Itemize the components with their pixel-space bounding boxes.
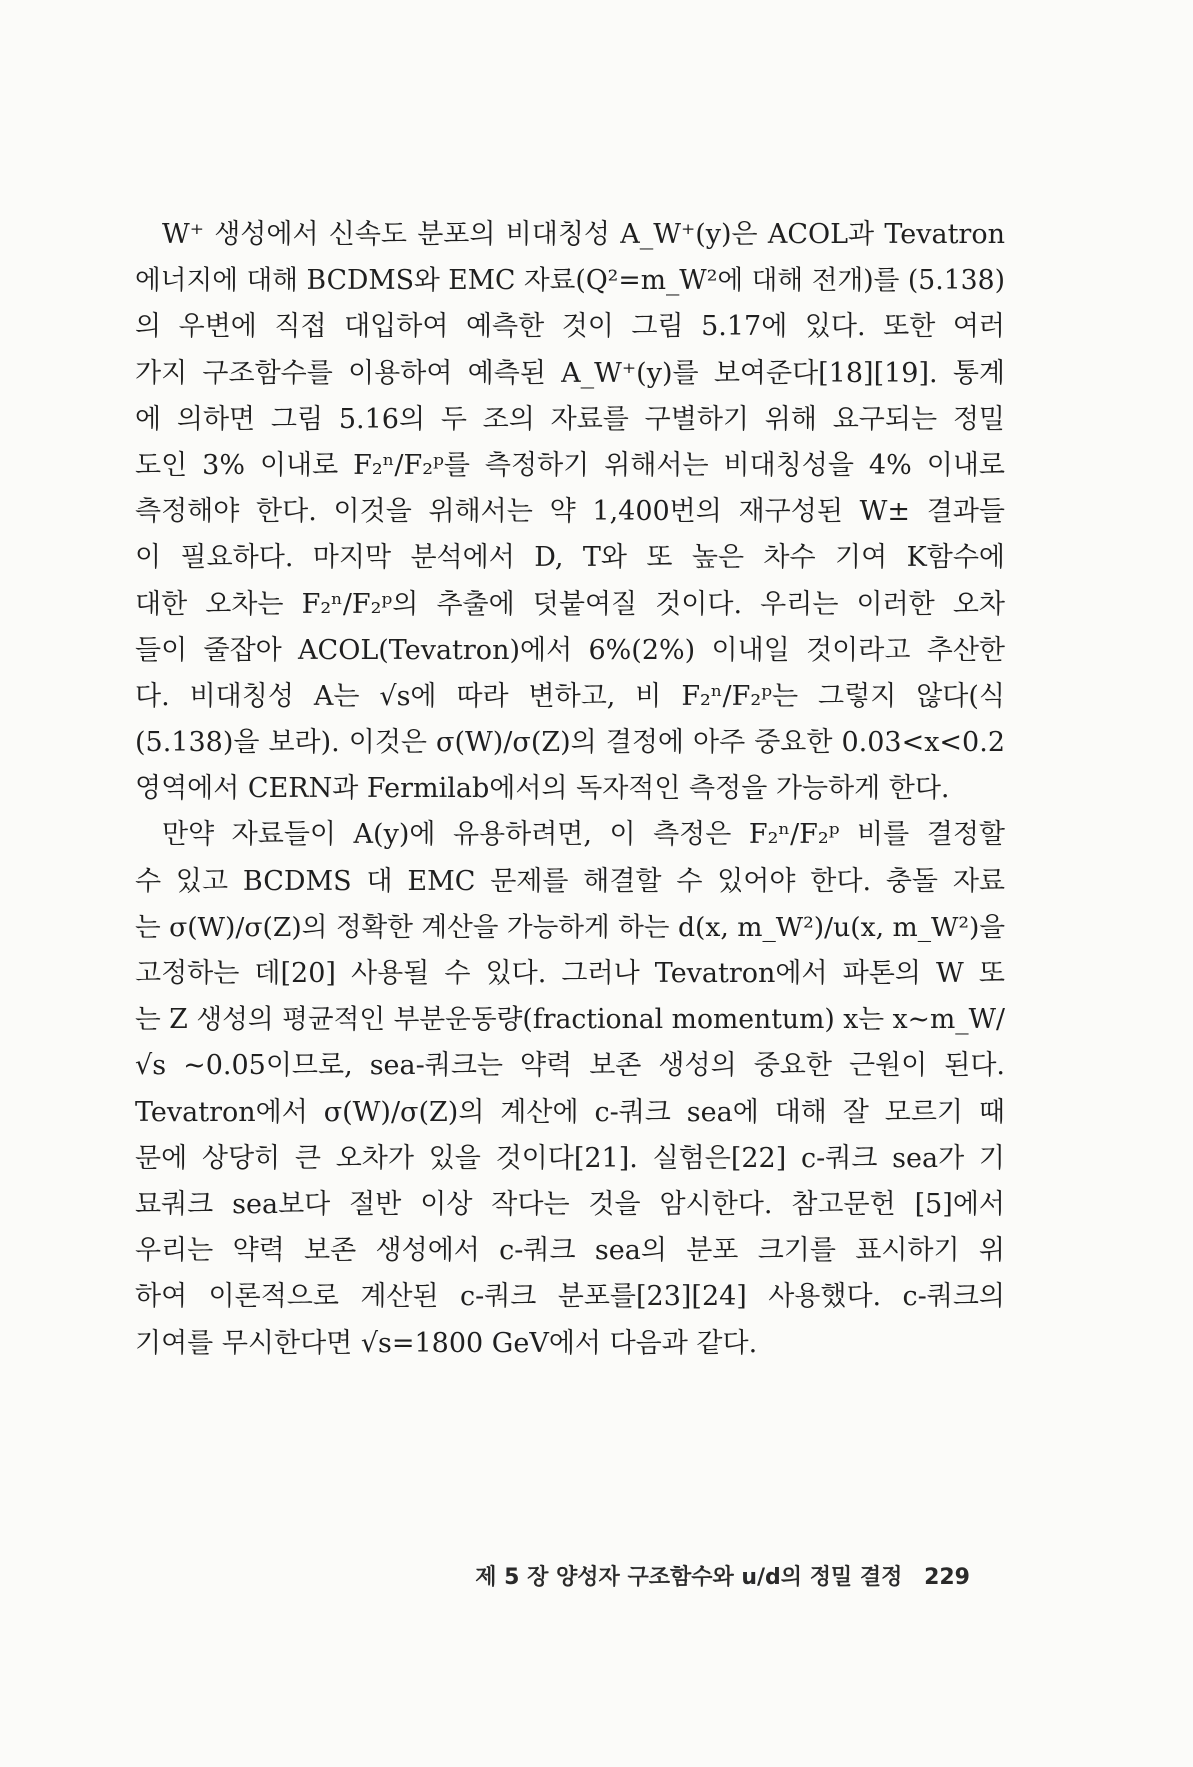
running-head: 제 5 장 양성자 구조함수와 u/d의 정밀 결정	[475, 1565, 903, 1590]
text-line: 하여 이론적으로 계산된 c-쿼크 분포를[23][24] 사용했다. c-쿼크의	[135, 1281, 1005, 1313]
page-number: 229	[924, 1565, 970, 1590]
text-line: 도인 3% 이내로 F₂ⁿ/F₂ᵖ를 측정하기 위해서는 비대칭성을 4% 이내로	[135, 449, 1005, 481]
text-line: 의 우변에 직접 대입하여 예측한 것이 그림 5.17에 있다. 또한 여러	[135, 311, 1005, 343]
text-line: 영역에서 CERN과 Fermilab에서의 독자적인 측정을 가능하게 한다.	[135, 773, 950, 805]
text-line: 이 필요하다. 마지막 분석에서 D, T와 또 높은 차수 기여 K함수에	[135, 542, 1005, 574]
text-line: 기여를 무시한다면 √s=1800 GeV에서 다음과 같다.	[135, 1327, 758, 1359]
text-line: 가지 구조함수를 이용하여 예측된 A_W⁺(y)를 보여준다[18][19]. 통계	[135, 357, 1005, 389]
text-line: 대한 오차는 F₂ⁿ/F₂ᵖ의 추출에 덧붙여질 것이다. 우리는 이러한 오차	[135, 588, 1005, 620]
text-line: Tevatron에서 σ(W)/σ(Z)의 계산에 c-쿼크 sea에 대해 잘 모르기 때	[135, 1096, 1005, 1128]
text-line: 에너지에 대해 BCDMS와 EMC 자료(Q²=m_W²에 대해 전개)를 (5.138)	[135, 265, 1005, 297]
text-line: 는 σ(W)/σ(Z)의 정확한 계산을 가능하게 하는 d(x, m_W²)/u(x, m_W²)을	[135, 911, 1006, 943]
text-line: 우리는 약력 보존 생성에서 c-쿼크 sea의 분포 크기를 표시하기 위	[135, 1235, 1005, 1267]
text-line: 측정해야 한다. 이것을 위해서는 약 1,400번의 재구성된 W± 결과들	[135, 496, 1005, 528]
text-line: 다. 비대칭성 A는 √s에 따라 변하고, 비 F₂ⁿ/F₂ᵖ는 그렇지 않다(식	[135, 680, 1005, 712]
text-line: √s ~0.05이므로, sea-쿼크는 약력 보존 생성의 중요한 근원이 된다.	[135, 1050, 1005, 1082]
text-line: W⁺ 생성에서 신속도 분포의 비대칭성 A_W⁺(y)은 ACOL과 Tevatron	[162, 219, 1005, 250]
text-line: 문에 상당히 큰 오차가 있을 것이다[21]. 실험은[22] c-쿼크 sea가 기	[135, 1142, 1005, 1174]
body-text	[135, 212, 1005, 1367]
text-line: 수 있고 BCDMS 대 EMC 문제를 해결할 수 있어야 한다. 충돌 자료	[135, 865, 1005, 897]
text-line: (5.138)을 보라). 이것은 σ(W)/σ(Z)의 결정에 아주 중요한 0.03<x<0.2	[135, 727, 1005, 759]
text-line: 에 의하면 그림 5.16의 두 조의 자료를 구별하기 위해 요구되는 정밀	[135, 403, 1005, 435]
text-line: 만약 자료들이 A(y)에 유용하려면, 이 측정은 F₂ⁿ/F₂ᵖ 비를 결정할	[162, 819, 1005, 851]
text-line: 고정하는 데[20] 사용될 수 있다. 그러나 Tevatron에서 파톤의 W 또	[135, 958, 1005, 989]
text-line: 는 Z 생성의 평균적인 부분운동량(fractional momentum) x는 x~m_W/	[135, 1004, 1005, 1036]
text-line: 묘쿼크 sea보다 절반 이상 작다는 것을 암시한다. 참고문헌 [5]에서	[135, 1188, 1005, 1220]
page-footer	[470, 1560, 970, 1591]
text-line: 들이 줄잡아 ACOL(Tevatron)에서 6%(2%) 이내일 것이라고 추산한	[135, 634, 1005, 666]
